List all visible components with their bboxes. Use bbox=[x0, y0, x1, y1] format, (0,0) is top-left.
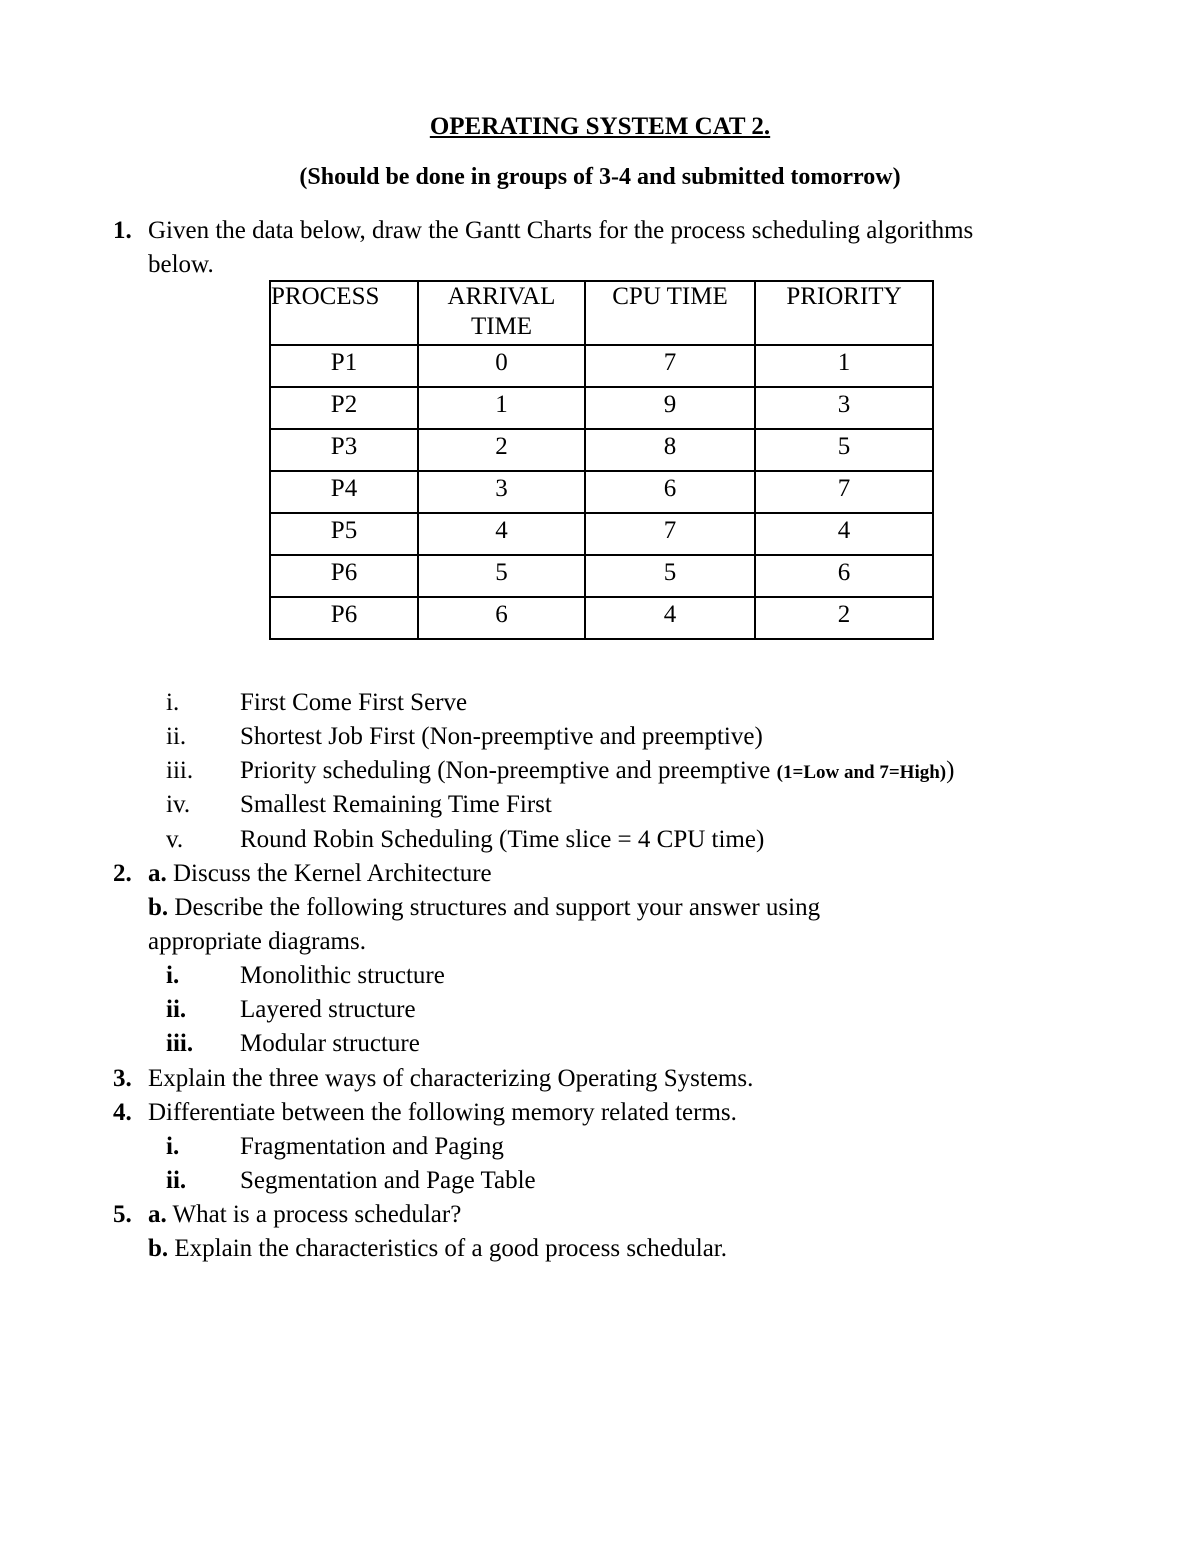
header-cpu-time: CPU TIME bbox=[585, 281, 755, 345]
q5-part-a bbox=[148, 1200, 461, 1230]
q5-b-text: Explain the characteristics of a good process schedular. bbox=[168, 1235, 727, 1262]
table-row bbox=[270, 387, 933, 429]
q5-b-label: b. bbox=[148, 1235, 169, 1262]
q2-item-roman: i. bbox=[166, 962, 180, 989]
cell-arrival: 1 bbox=[418, 387, 585, 429]
table-row bbox=[270, 513, 933, 555]
header-process: PROCESS bbox=[270, 281, 418, 345]
q1-item-roman: i. bbox=[166, 689, 180, 716]
q1-item-roman: ii. bbox=[166, 723, 187, 750]
q5-a-text: What is a process schedular? bbox=[166, 1201, 462, 1228]
q4-number: 4. bbox=[113, 1099, 132, 1126]
cell-cpu: 9 bbox=[585, 387, 755, 429]
q2-a-text: Discuss the Kernel Architecture bbox=[166, 860, 492, 887]
q1-item-priority bbox=[240, 756, 954, 788]
cell-cpu: 6 bbox=[585, 471, 755, 513]
cell-arrival: 6 bbox=[418, 597, 585, 639]
q2-item-text: Layered structure bbox=[240, 996, 416, 1023]
cell-cpu: 7 bbox=[585, 513, 755, 555]
q2-item-roman: ii. bbox=[166, 996, 187, 1023]
header-arrival-line1: ARRIVAL bbox=[447, 283, 556, 310]
table-row bbox=[270, 471, 933, 513]
cell-process: P2 bbox=[270, 387, 418, 429]
q1-text-line1: Given the data below, draw the Gantt Charts for the process scheduling algorithms bbox=[148, 217, 974, 244]
q1-number: 1. bbox=[113, 217, 132, 244]
cell-priority: 7 bbox=[755, 471, 933, 513]
table-row bbox=[270, 555, 933, 597]
priority-tail: ) bbox=[946, 757, 955, 784]
q5-a-label: a. bbox=[148, 1201, 167, 1228]
cell-arrival: 2 bbox=[418, 429, 585, 471]
q1-item-roman: iii. bbox=[166, 757, 194, 784]
cell-priority: 5 bbox=[755, 429, 933, 471]
q3-text: Explain the three ways of characterizing Operating Systems. bbox=[148, 1065, 754, 1092]
priority-note: (1=Low and 7=High) bbox=[776, 762, 947, 783]
document-subtitle: (Should be done in groups of 3-4 and submitted tomorrow) bbox=[299, 164, 901, 190]
q1-item-roman: v. bbox=[166, 826, 184, 853]
header-arrival-line2: TIME bbox=[470, 313, 533, 340]
q1-item-text: Shortest Job First (Non-preemptive and preemptive) bbox=[240, 723, 763, 750]
cell-priority: 1 bbox=[755, 345, 933, 387]
header-priority: PRIORITY bbox=[755, 281, 933, 345]
table-row bbox=[270, 345, 933, 387]
q2-b-text-line2: appropriate diagrams. bbox=[148, 928, 366, 955]
cell-arrival: 4 bbox=[418, 513, 585, 555]
table-header-row bbox=[270, 281, 933, 345]
q1-item-text: Round Robin Scheduling (Time slice = 4 CPU time) bbox=[240, 826, 765, 853]
cell-arrival: 3 bbox=[418, 471, 585, 513]
q2-item-text: Modular structure bbox=[240, 1030, 420, 1057]
q5-part-b bbox=[148, 1234, 727, 1264]
cell-priority: 2 bbox=[755, 597, 933, 639]
q2-part-a bbox=[148, 859, 492, 889]
q2-item-text: Monolithic structure bbox=[240, 962, 445, 989]
q4-item-text: Segmentation and Page Table bbox=[240, 1167, 536, 1194]
cell-cpu: 8 bbox=[585, 429, 755, 471]
q5-number: 5. bbox=[113, 1201, 132, 1228]
q4-item-roman: i. bbox=[166, 1133, 180, 1160]
cell-process: P4 bbox=[270, 471, 418, 513]
cell-process: P3 bbox=[270, 429, 418, 471]
q2-part-b bbox=[148, 893, 820, 923]
q2-number: 2. bbox=[113, 860, 132, 887]
cell-priority: 3 bbox=[755, 387, 933, 429]
cell-cpu: 5 bbox=[585, 555, 755, 597]
cell-priority: 6 bbox=[755, 555, 933, 597]
cell-process: P6 bbox=[270, 597, 418, 639]
cell-process: P5 bbox=[270, 513, 418, 555]
q1-item-text: First Come First Serve bbox=[240, 689, 468, 716]
q4-item-text: Fragmentation and Paging bbox=[240, 1133, 504, 1160]
process-table bbox=[269, 280, 934, 640]
cell-priority: 4 bbox=[755, 513, 933, 555]
q4-text: Differentiate between the following memory related terms. bbox=[148, 1099, 737, 1126]
document-title: OPERATING SYSTEM CAT 2. bbox=[429, 113, 771, 140]
cell-cpu: 7 bbox=[585, 345, 755, 387]
cell-arrival: 0 bbox=[418, 345, 585, 387]
q3-number: 3. bbox=[113, 1065, 132, 1092]
header-arrival-time bbox=[418, 281, 585, 345]
q2-b-text-line1: Describe the following structures and support your answer using bbox=[168, 894, 821, 921]
q2-item-roman: iii. bbox=[166, 1030, 194, 1057]
cell-process: P1 bbox=[270, 345, 418, 387]
q1-text-line2: below. bbox=[148, 251, 214, 278]
q4-item-roman: ii. bbox=[166, 1167, 187, 1194]
q1-item-text: Smallest Remaining Time First bbox=[240, 791, 552, 818]
q2-b-label: b. bbox=[148, 894, 169, 921]
q2-a-label: a. bbox=[148, 860, 167, 887]
table-row bbox=[270, 429, 933, 471]
table-row bbox=[270, 597, 933, 639]
q1-item-roman: iv. bbox=[166, 791, 191, 818]
q1-item-text: Priority scheduling (Non-preemptive and preemptive bbox=[240, 757, 777, 784]
cell-cpu: 4 bbox=[585, 597, 755, 639]
cell-arrival: 5 bbox=[418, 555, 585, 597]
cell-process: P6 bbox=[270, 555, 418, 597]
